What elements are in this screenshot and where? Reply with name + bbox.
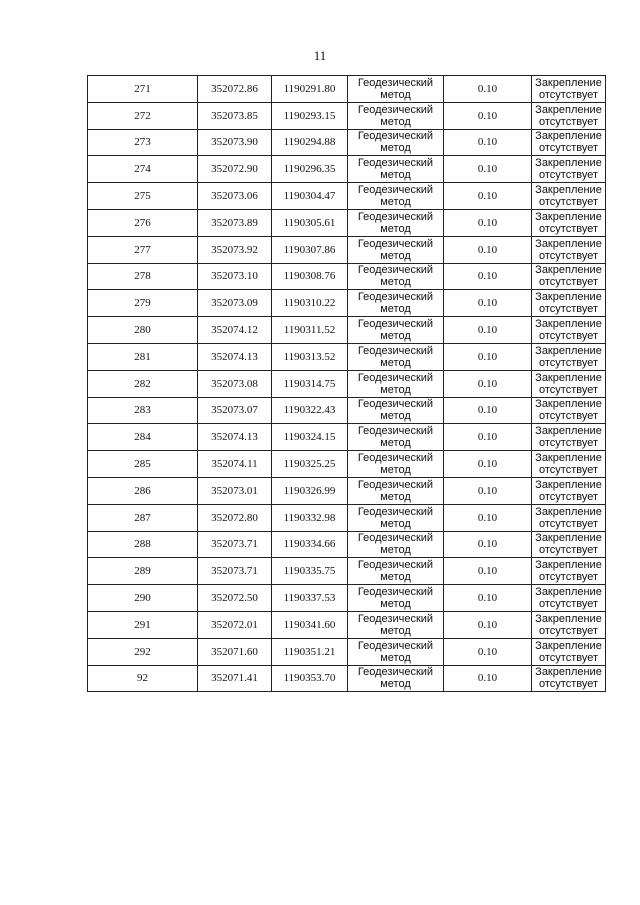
point-number-cell: 279: [88, 290, 198, 317]
coordinates-table-body: [88, 76, 606, 692]
precision-cell: 0.10: [444, 343, 532, 370]
precision-cell: 0.10: [444, 209, 532, 236]
y-coordinate-cell: 1190308.76: [272, 263, 348, 290]
x-coordinate-cell: 352072.80: [198, 504, 272, 531]
x-coordinate-cell: 352073.92: [198, 236, 272, 263]
method-cell: Геодезический метод: [348, 370, 444, 397]
fixation-cell: Закрепление отсутствует: [532, 451, 606, 478]
precision-cell: 0.10: [444, 236, 532, 263]
x-coordinate-cell: 352073.85: [198, 102, 272, 129]
coordinates-table: [87, 75, 606, 692]
method-cell: Геодезический метод: [348, 76, 444, 103]
precision-cell: 0.10: [444, 183, 532, 210]
table-row: [88, 183, 606, 210]
method-cell: Геодезический метод: [348, 183, 444, 210]
precision-cell: 0.10: [444, 585, 532, 612]
method-cell: Геодезический метод: [348, 665, 444, 692]
precision-cell: 0.10: [444, 477, 532, 504]
x-coordinate-cell: 352073.89: [198, 209, 272, 236]
method-cell: Геодезический метод: [348, 558, 444, 585]
fixation-cell: Закрепление отсутствует: [532, 585, 606, 612]
fixation-cell: Закрепление отсутствует: [532, 343, 606, 370]
table-row: [88, 76, 606, 103]
x-coordinate-cell: 352074.13: [198, 343, 272, 370]
y-coordinate-cell: 1190341.60: [272, 611, 348, 638]
table-row: [88, 236, 606, 263]
x-coordinate-cell: 352074.11: [198, 451, 272, 478]
x-coordinate-cell: 352071.41: [198, 665, 272, 692]
method-cell: Геодезический метод: [348, 102, 444, 129]
x-coordinate-cell: 352073.01: [198, 477, 272, 504]
x-coordinate-cell: 352073.71: [198, 531, 272, 558]
y-coordinate-cell: 1190305.61: [272, 209, 348, 236]
precision-cell: 0.10: [444, 102, 532, 129]
table-row: [88, 477, 606, 504]
x-coordinate-cell: 352072.90: [198, 156, 272, 183]
method-cell: Геодезический метод: [348, 343, 444, 370]
point-number-cell: 273: [88, 129, 198, 156]
point-number-cell: 272: [88, 102, 198, 129]
precision-cell: 0.10: [444, 129, 532, 156]
table-row: [88, 397, 606, 424]
method-cell: Геодезический метод: [348, 156, 444, 183]
fixation-cell: Закрепление отсутствует: [532, 370, 606, 397]
x-coordinate-cell: 352073.07: [198, 397, 272, 424]
point-number-cell: 281: [88, 343, 198, 370]
point-number-cell: 271: [88, 76, 198, 103]
y-coordinate-cell: 1190294.88: [272, 129, 348, 156]
x-coordinate-cell: 352073.71: [198, 558, 272, 585]
y-coordinate-cell: 1190351.21: [272, 638, 348, 665]
point-number-cell: 278: [88, 263, 198, 290]
method-cell: Геодезический метод: [348, 290, 444, 317]
point-number-cell: 283: [88, 397, 198, 424]
table-row: [88, 638, 606, 665]
page-number: 11: [313, 48, 327, 63]
y-coordinate-cell: 1190325.25: [272, 451, 348, 478]
fixation-cell: Закрепление отсутствует: [532, 290, 606, 317]
fixation-cell: Закрепление отсутствует: [532, 129, 606, 156]
y-coordinate-cell: 1190291.80: [272, 76, 348, 103]
table-row: [88, 451, 606, 478]
method-cell: Геодезический метод: [348, 531, 444, 558]
x-coordinate-cell: 352072.50: [198, 585, 272, 612]
x-coordinate-cell: 352072.01: [198, 611, 272, 638]
point-number-cell: 286: [88, 477, 198, 504]
method-cell: Геодезический метод: [348, 504, 444, 531]
y-coordinate-cell: 1190332.98: [272, 504, 348, 531]
y-coordinate-cell: 1190324.15: [272, 424, 348, 451]
fixation-cell: Закрепление отсутствует: [532, 611, 606, 638]
precision-cell: 0.10: [444, 290, 532, 317]
point-number-cell: 287: [88, 504, 198, 531]
point-number-cell: 274: [88, 156, 198, 183]
method-cell: Геодезический метод: [348, 477, 444, 504]
point-number-cell: 289: [88, 558, 198, 585]
precision-cell: 0.10: [444, 665, 532, 692]
table-row: [88, 290, 606, 317]
method-cell: Геодезический метод: [348, 451, 444, 478]
fixation-cell: Закрепление отсутствует: [532, 317, 606, 344]
method-cell: Геодезический метод: [348, 638, 444, 665]
method-cell: Геодезический метод: [348, 611, 444, 638]
table-row: [88, 504, 606, 531]
table-row: [88, 209, 606, 236]
y-coordinate-cell: 1190296.35: [272, 156, 348, 183]
precision-cell: 0.10: [444, 638, 532, 665]
x-coordinate-cell: 352073.06: [198, 183, 272, 210]
fixation-cell: Закрепление отсутствует: [532, 209, 606, 236]
fixation-cell: Закрепление отсутствует: [532, 236, 606, 263]
method-cell: Геодезический метод: [348, 317, 444, 344]
fixation-cell: Закрепление отсутствует: [532, 397, 606, 424]
fixation-cell: Закрепление отсутствует: [532, 531, 606, 558]
point-number-cell: 282: [88, 370, 198, 397]
precision-cell: 0.10: [444, 611, 532, 638]
table-row: [88, 531, 606, 558]
fixation-cell: Закрепление отсутствует: [532, 558, 606, 585]
method-cell: Геодезический метод: [348, 129, 444, 156]
table-row: [88, 558, 606, 585]
point-number-cell: 292: [88, 638, 198, 665]
y-coordinate-cell: 1190353.70: [272, 665, 348, 692]
precision-cell: 0.10: [444, 504, 532, 531]
point-number-cell: 280: [88, 317, 198, 344]
x-coordinate-cell: 352074.13: [198, 424, 272, 451]
x-coordinate-cell: 352074.12: [198, 317, 272, 344]
method-cell: Геодезический метод: [348, 424, 444, 451]
y-coordinate-cell: 1190334.66: [272, 531, 348, 558]
y-coordinate-cell: 1190293.15: [272, 102, 348, 129]
precision-cell: 0.10: [444, 156, 532, 183]
x-coordinate-cell: 352073.10: [198, 263, 272, 290]
precision-cell: 0.10: [444, 370, 532, 397]
precision-cell: 0.10: [444, 76, 532, 103]
point-number-cell: 285: [88, 451, 198, 478]
y-coordinate-cell: 1190335.75: [272, 558, 348, 585]
x-coordinate-cell: 352073.90: [198, 129, 272, 156]
x-coordinate-cell: 352073.08: [198, 370, 272, 397]
x-coordinate-cell: 352073.09: [198, 290, 272, 317]
fixation-cell: Закрепление отсутствует: [532, 665, 606, 692]
y-coordinate-cell: 1190307.86: [272, 236, 348, 263]
fixation-cell: Закрепление отсутствует: [532, 477, 606, 504]
table-row: [88, 424, 606, 451]
table-row: [88, 665, 606, 692]
x-coordinate-cell: 352071.60: [198, 638, 272, 665]
point-number-cell: 291: [88, 611, 198, 638]
table-row: [88, 585, 606, 612]
table-row: [88, 156, 606, 183]
table-row: [88, 611, 606, 638]
precision-cell: 0.10: [444, 397, 532, 424]
precision-cell: 0.10: [444, 424, 532, 451]
precision-cell: 0.10: [444, 558, 532, 585]
table-row: [88, 263, 606, 290]
x-coordinate-cell: 352072.86: [198, 76, 272, 103]
point-number-cell: 275: [88, 183, 198, 210]
precision-cell: 0.10: [444, 531, 532, 558]
table-row: [88, 317, 606, 344]
table-row: [88, 370, 606, 397]
point-number-cell: 288: [88, 531, 198, 558]
method-cell: Геодезический метод: [348, 397, 444, 424]
precision-cell: 0.10: [444, 451, 532, 478]
fixation-cell: Закрепление отсутствует: [532, 424, 606, 451]
y-coordinate-cell: 1190326.99: [272, 477, 348, 504]
y-coordinate-cell: 1190310.22: [272, 290, 348, 317]
fixation-cell: Закрепление отсутствует: [532, 76, 606, 103]
y-coordinate-cell: 1190314.75: [272, 370, 348, 397]
point-number-cell: 92: [88, 665, 198, 692]
table-row: [88, 129, 606, 156]
precision-cell: 0.10: [444, 317, 532, 344]
y-coordinate-cell: 1190337.53: [272, 585, 348, 612]
method-cell: Геодезический метод: [348, 263, 444, 290]
y-coordinate-cell: 1190304.47: [272, 183, 348, 210]
y-coordinate-cell: 1190322.43: [272, 397, 348, 424]
fixation-cell: Закрепление отсутствует: [532, 102, 606, 129]
point-number-cell: 276: [88, 209, 198, 236]
point-number-cell: 277: [88, 236, 198, 263]
table-row: [88, 102, 606, 129]
y-coordinate-cell: 1190313.52: [272, 343, 348, 370]
fixation-cell: Закрепление отсутствует: [532, 156, 606, 183]
point-number-cell: 290: [88, 585, 198, 612]
fixation-cell: Закрепление отсутствует: [532, 638, 606, 665]
point-number-cell: 284: [88, 424, 198, 451]
y-coordinate-cell: 1190311.52: [272, 317, 348, 344]
fixation-cell: Закрепление отсутствует: [532, 504, 606, 531]
method-cell: Геодезический метод: [348, 209, 444, 236]
method-cell: Геодезический метод: [348, 236, 444, 263]
fixation-cell: Закрепление отсутствует: [532, 183, 606, 210]
table-row: [88, 343, 606, 370]
precision-cell: 0.10: [444, 263, 532, 290]
fixation-cell: Закрепление отсутствует: [532, 263, 606, 290]
method-cell: Геодезический метод: [348, 585, 444, 612]
